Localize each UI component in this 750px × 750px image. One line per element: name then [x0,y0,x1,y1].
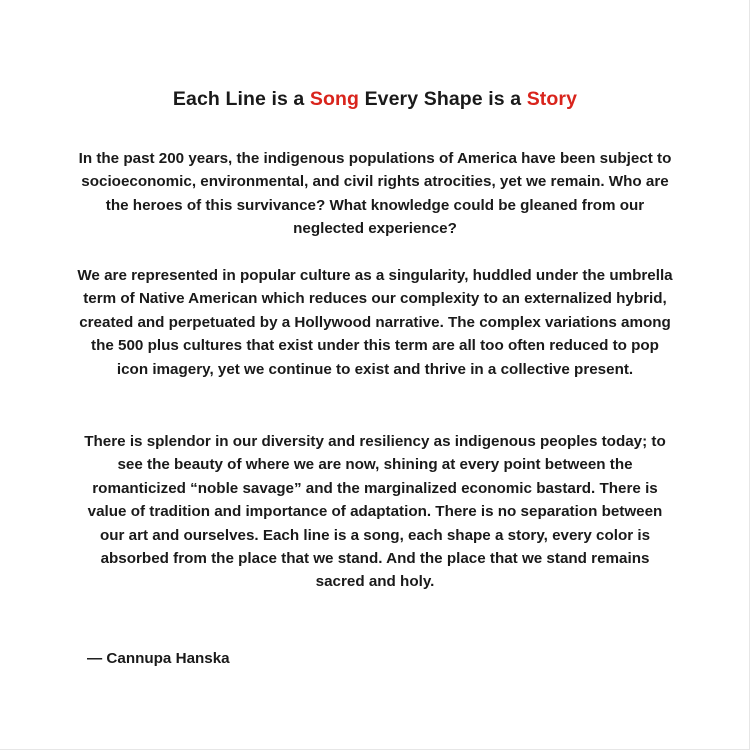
attribution: — Cannupa Hanska [87,650,230,667]
paragraph-1: In the past 200 years, the indigenous populations of America have been subject to socioeconomic, environmental, and civil rights atrocities, yet we remain. Who are the heroes of this survivance? What knowledge could be gleaned from our neglected experience? [78,150,672,238]
title-accent-song: Song [309,88,360,110]
title-part-1: Each Line is a [172,88,310,110]
paragraph-2: We are represented in popular culture as a singularity, huddled under the umbrella term of Native American which reduces our complexity to an externalized hybrid, created and perpetuated by a Hollywood narrative. The complex variations among the 500 plus cultures that exist under this term are all too often reduced to pop icon imagery, yet we continue to exist and thrive in a collective present. [77,267,673,378]
title-part-2: Every Shape is a [359,88,527,110]
title-accent-story: Story [526,88,578,110]
page-title [0,87,750,111]
paragraph-3: There is splendor in our diversity and resiliency as indigenous peoples today; to see the beauty of where we are now, shining at every point between the romanticized “noble savage” and the marginalized economic bastard. There is value of tradition and importance of adaptation. There is no separation between our art and ourselves. Each line is a song, each shape a story, every color is absorbed from the place that we stand. And the place that we stand remains sacred and holy. [84,433,666,591]
